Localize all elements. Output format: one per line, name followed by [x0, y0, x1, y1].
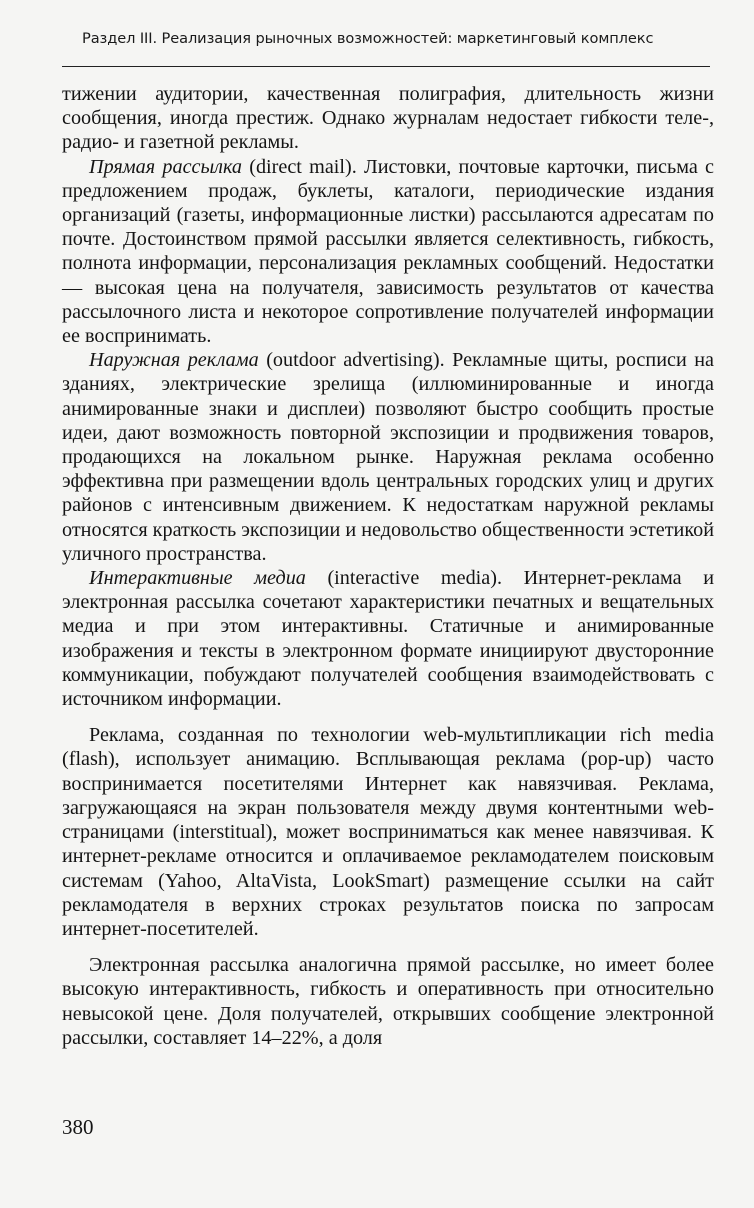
- running-head: Раздел III. Реализация рыночных возможностей: маркетинговый комплекс: [82, 30, 654, 47]
- header-rule: [62, 66, 710, 67]
- term-interactive-media: Интерактивные медиа: [89, 567, 306, 590]
- paragraph-text: (interactive media). Интернет-реклама и электронная рассылка сочетают характеристики печатных и вещательных медиа и при этом интерактивны. Статичные и анимированные изображения и тексты в электронном формате инициируют двусторонние коммуникации, побуждают получателей сообщения взаимодействовать с источником информации.: [62, 567, 714, 711]
- paragraph-interactive-media: [62, 566, 714, 711]
- term-outdoor-advertising: Наружная реклама: [89, 349, 259, 372]
- paragraph-continuation: [62, 82, 714, 155]
- paragraph-text: тижении аудитории, качественная полиграфия, длительность жизни сообщения, иногда престиж. Однако журналам недостает гибкости теле-, радио- и газетной рекламы.: [62, 83, 714, 154]
- paragraph-text: Реклама, созданная по технологии web-мультипликации rich media (flash), использует анимацию. Всплывающая реклама (pop-up) часто воспринимается посетителями Интернет как навязчивая. Реклама, загружающаяся на экран пользователя между двумя контентными web-страницами (interstitual), может восприниматься как менее навязчивая. К интернет-рекламе относится и оплачиваемое рекламодателем поисковым системам (Yahoo, AltaVista, LookSmart) размещение ссылки на сайт рекламодателя в верхних строках результатов поиска по запросам интернет-посетителей.: [62, 724, 714, 940]
- paragraph-text: (outdoor advertising). Рекламные щиты, росписи на зданиях, электрические зрелища (иллюминированные и иногда анимированные знаки и дисплеи) позволяют быстро сообщить простые идеи, дают возможность повторной экспозиции и продвижения товаров, продающихся на локальном рынке. Наружная реклама особенно эффективна при размещении вдоль центральных городских улиц и других районов с интенсивным движением. К недостаткам наружной рекламы относятся краткость экспозиции и недовольство общественности эстетикой уличного пространства.: [62, 349, 714, 565]
- page-number: 380: [62, 1115, 94, 1139]
- paragraph-email-distribution: [62, 953, 714, 1050]
- paragraph-text: Электронная рассылка аналогична прямой рассылке, но имеет более высокую интерактивность, гибкость и оперативность при относительно невысокой цене. Доля получателей, открывших сообщение электронной рассылки, составляет 14–22%, а доля: [62, 954, 714, 1049]
- body-text: [62, 82, 714, 1050]
- paragraph-rich-media: [62, 723, 714, 941]
- paragraph-direct-mail: [62, 155, 714, 349]
- paragraph-text: (direct mail). Листовки, почтовые карточки, письма с предложением продаж, буклеты, каталоги, периодические издания организаций (газеты, информационные листки) рассылаются адресатам по почте. Достоинством прямой рассылки является селективность, гибкость, полнота информации, персонализация рекламных сообщений. Недостатки — высокая цена на получателя, зависимость результатов от качества рассылочного листа и некоторое сопротивление получателей информации ее воспринимать.: [62, 155, 714, 348]
- paragraph-outdoor-advertising: [62, 348, 714, 566]
- term-direct-mail: Прямая рассылка: [89, 155, 242, 178]
